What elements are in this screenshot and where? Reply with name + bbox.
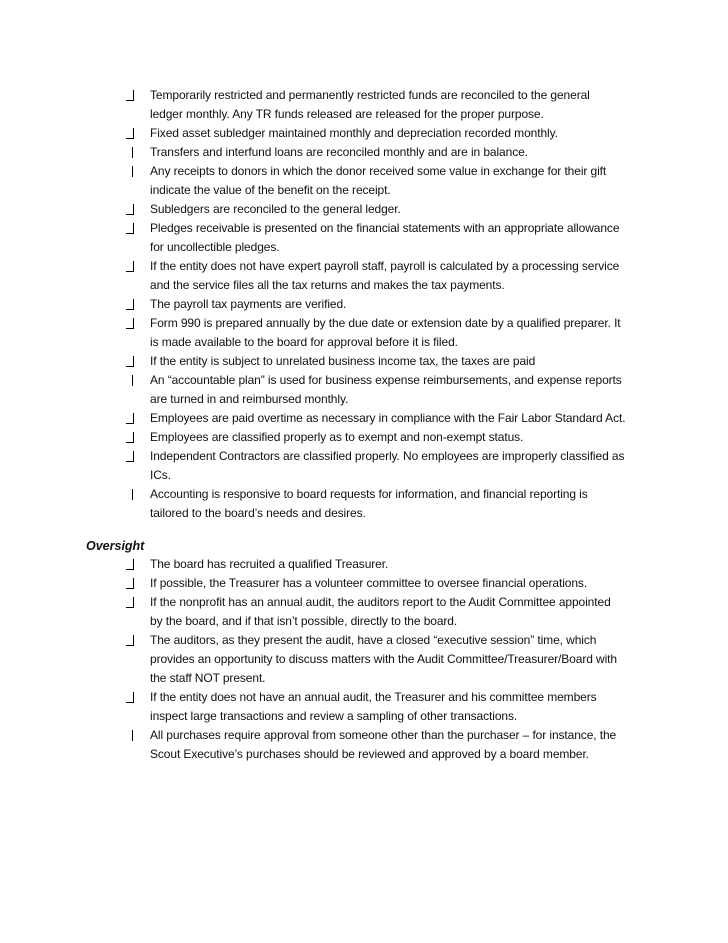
checkbox-icon[interactable]: [126, 128, 134, 139]
checklist-item-text: Employees are classified properly as to exempt and non-exempt status.: [150, 430, 524, 444]
checklist-item: [0, 688, 728, 726]
checkbox-icon[interactable]: [126, 299, 134, 310]
checklist-item-text: Independent Contractors are classified properly. No employees are improperly classified as: [150, 449, 625, 463]
checkbox-icon[interactable]: [126, 223, 134, 234]
checkbox-bar-icon[interactable]: [126, 375, 133, 386]
checklist-item: [0, 371, 728, 409]
checkbox-icon[interactable]: [126, 597, 134, 608]
section-heading-oversight: Oversight: [86, 539, 145, 553]
checklist-item-text: Fixed asset subledger maintained monthly and depreciation recorded monthly.: [150, 126, 558, 140]
checklist-item-text: Subledgers are reconciled to the general ledger.: [150, 202, 401, 216]
checklist-item-text: If the entity is subject to unrelated business income tax, the taxes are paid: [150, 354, 536, 368]
checkbox-icon[interactable]: [126, 578, 134, 589]
checklist-item-text: Pledges receivable is presented on the financial statements with an appropriate allowance: [150, 221, 620, 235]
checklist-item-text: Scout Executive’s purchases should be reviewed and approved by a board member.: [150, 747, 589, 761]
checklist-item: [0, 593, 728, 631]
checkbox-icon[interactable]: [126, 90, 134, 101]
checkbox-icon[interactable]: [126, 413, 134, 424]
checklist-item: [0, 143, 728, 162]
checklist-item-text: Form 990 is prepared annually by the due date or extension date by a qualified preparer. It: [150, 316, 621, 330]
checkbox-icon[interactable]: [126, 635, 134, 646]
checkbox-icon[interactable]: [126, 451, 134, 462]
checklist-item: [0, 428, 728, 447]
checkbox-icon[interactable]: [126, 692, 134, 703]
checklist-item: [0, 726, 728, 764]
checklist-item-text: are turned in and reimbursed monthly.: [150, 392, 349, 406]
checkbox-icon[interactable]: [126, 261, 134, 272]
checklist-item: [0, 447, 728, 485]
checkbox-icon[interactable]: [126, 318, 134, 329]
checklist-item: [0, 162, 728, 200]
checklist-item: [0, 485, 728, 523]
checklist-item: [0, 295, 728, 314]
checklist-item: [0, 555, 728, 574]
checklist-item-text: The auditors, as they present the audit, have a closed “executive session” time, which: [150, 633, 597, 647]
checkbox-icon[interactable]: [126, 432, 134, 443]
controls-checklist: [0, 86, 728, 523]
checklist-item-text: for uncollectible pledges.: [150, 240, 280, 254]
checklist-item-text: The payroll tax payments are verified.: [150, 297, 347, 311]
checklist-item: [0, 86, 728, 124]
checklist-item-text: ICs.: [150, 468, 171, 482]
checklist-item: [0, 219, 728, 257]
checklist-item-text: If possible, the Treasurer has a volunteer committee to oversee financial operations.: [150, 576, 588, 590]
checklist-item-text: Transfers and interfund loans are reconciled monthly and are in balance.: [150, 145, 528, 159]
checklist-item-text: ledger monthly. Any TR funds released are released for the proper purpose.: [150, 107, 544, 121]
checklist-item: [0, 631, 728, 688]
checklist-item: [0, 574, 728, 593]
checklist-item-text: the staff NOT present.: [150, 671, 266, 685]
checkbox-bar-icon[interactable]: [126, 730, 133, 741]
checklist-item-text: by the board, and if that isn’t possible, directly to the board.: [150, 614, 458, 628]
checklist-item: [0, 200, 728, 219]
checkbox-icon[interactable]: [126, 356, 134, 367]
checkbox-bar-icon[interactable]: [126, 166, 133, 177]
checklist-item-text: Any receipts to donors in which the donor received some value in exchange for their gift: [150, 164, 607, 178]
checklist-item-text: An “accountable plan” is used for business expense reimbursements, and expense reports: [150, 373, 622, 387]
checklist-item-text: provides an opportunity to discuss matters with the Audit Committee/Treasurer/Board with: [150, 652, 617, 666]
checkbox-bar-icon[interactable]: [126, 147, 133, 158]
checklist-item-text: If the nonprofit has an annual audit, the auditors report to the Audit Committee appointed: [150, 595, 611, 609]
checklist-item-text: If the entity does not have expert payroll staff, payroll is calculated by a processing service: [150, 259, 620, 273]
checklist-item: [0, 124, 728, 143]
checklist-item-text: is made available to the board for approval before it is filed.: [150, 335, 458, 349]
checklist-item-text: indicate the value of the benefit on the receipt.: [150, 183, 391, 197]
checklist-item-text: If the entity does not have an annual audit, the Treasurer and his committee members: [150, 690, 597, 704]
checklist-item: [0, 409, 728, 428]
checkbox-bar-icon[interactable]: [126, 489, 133, 500]
checklist-item-text: The board has recruited a qualified Treasurer.: [150, 557, 389, 571]
checklist-item-text: inspect large transactions and review a sampling of other transactions.: [150, 709, 518, 723]
checklist-item: [0, 352, 728, 371]
checkbox-icon[interactable]: [126, 559, 134, 570]
checklist-item-text: Temporarily restricted and permanently restricted funds are reconciled to the general: [150, 88, 590, 102]
checklist-item-text: All purchases require approval from someone other than the purchaser – for instance, the: [150, 728, 617, 742]
checklist-item: [0, 314, 728, 352]
checklist-item-text: and the service files all the tax returns and makes the tax payments.: [150, 278, 505, 292]
checklist-item: [0, 257, 728, 295]
oversight-checklist: [0, 555, 728, 764]
checklist-item-text: Employees are paid overtime as necessary in compliance with the Fair Labor Standard Act.: [150, 411, 626, 425]
checkbox-icon[interactable]: [126, 204, 134, 215]
checklist-item-text: tailored to the board’s needs and desires.: [150, 506, 366, 520]
checklist-item-text: Accounting is responsive to board requests for information, and financial reporting is: [150, 487, 588, 501]
